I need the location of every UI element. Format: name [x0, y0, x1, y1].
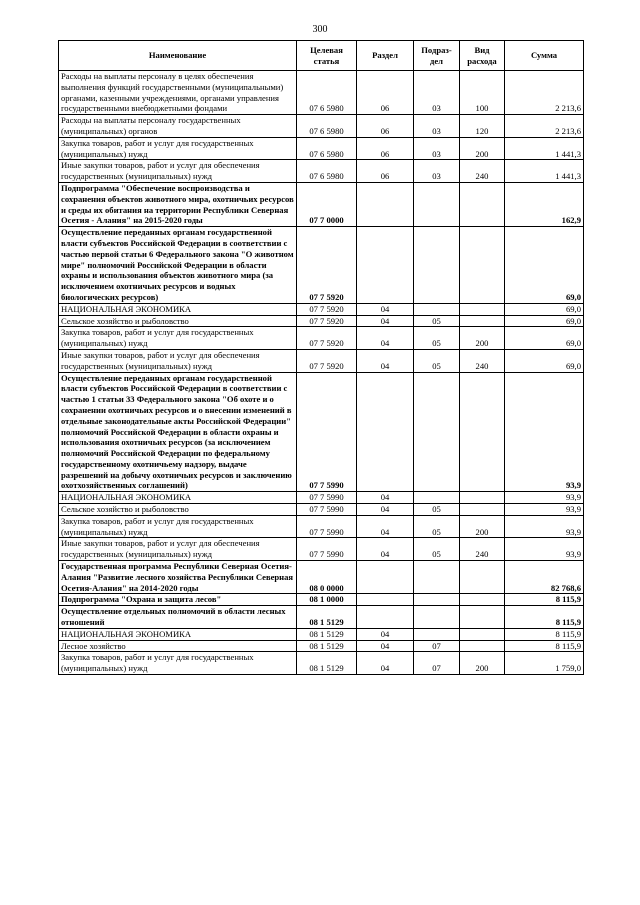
cell-sum: 69,0: [505, 327, 584, 350]
table-row: [59, 327, 584, 350]
cell-subsection: [414, 182, 460, 226]
cell-expense: [460, 303, 505, 315]
table-row: [59, 227, 584, 304]
cell-target: 07 6 5980: [297, 71, 357, 115]
cell-subsection: 07: [414, 652, 460, 675]
cell-section: [357, 227, 414, 304]
cell-target: 07 7 5990: [297, 515, 357, 538]
cell-expense: [460, 372, 505, 492]
table-row: [59, 538, 584, 561]
cell-expense: [460, 315, 505, 327]
cell-section: 04: [357, 652, 414, 675]
table-row: [59, 182, 584, 226]
cell-section: 04: [357, 303, 414, 315]
cell-subsection: 05: [414, 327, 460, 350]
cell-expense: [460, 182, 505, 226]
cell-sum: 8 115,9: [505, 640, 584, 652]
cell-section: 06: [357, 71, 414, 115]
cell-section: 04: [357, 515, 414, 538]
cell-name: Закупка товаров, работ и услуг для государственных (муниципальных) нужд: [59, 327, 297, 350]
cell-sum: 8 115,9: [505, 628, 584, 640]
cell-name: Подпрограмма "Обеспечение воспроизводства и сохранения объектов животного мира, охотничьих ресурсов и среды их обитания на территории Республики Северная Осетия - Алания" на 2015-2020 годы: [59, 182, 297, 226]
cell-sum: 93,9: [505, 372, 584, 492]
header-section: Раздел: [357, 41, 414, 71]
cell-subsection: 03: [414, 160, 460, 183]
cell-sum: 1 441,3: [505, 160, 584, 183]
table-row: [59, 372, 584, 492]
table-row: [59, 504, 584, 516]
cell-subsection: 03: [414, 71, 460, 115]
cell-subsection: 03: [414, 137, 460, 160]
cell-sum: 1 441,3: [505, 137, 584, 160]
cell-name: Расходы на выплаты персоналу государственных (муниципальных) органов: [59, 115, 297, 138]
cell-section: [357, 606, 414, 629]
cell-sum: 93,9: [505, 538, 584, 561]
cell-subsection: 05: [414, 315, 460, 327]
table-row: [59, 628, 584, 640]
table-row: [59, 561, 584, 594]
cell-sum: 93,9: [505, 492, 584, 504]
cell-section: 04: [357, 492, 414, 504]
page-number: 300: [312, 24, 328, 35]
cell-expense: [460, 628, 505, 640]
table-row: [59, 606, 584, 629]
table-row: [59, 303, 584, 315]
cell-sum: 69,0: [505, 315, 584, 327]
cell-sum: 93,9: [505, 504, 584, 516]
cell-name: НАЦИОНАЛЬНАЯ ЭКОНОМИКА: [59, 628, 297, 640]
cell-target: 07 7 5920: [297, 327, 357, 350]
cell-name: Лесное хозяйство: [59, 640, 297, 652]
cell-subsection: [414, 594, 460, 606]
header-name: Наименование: [59, 41, 297, 71]
cell-expense: [460, 561, 505, 594]
cell-expense: 200: [460, 137, 505, 160]
table-row: [59, 652, 584, 675]
cell-target: 08 1 5129: [297, 606, 357, 629]
cell-name: Осуществление переданных органам государственной власти субъектов Российской Федерации в соответствии с частью первой статьи 6 Федерального закона "О животном мире" полномочий Российской Федерации в области охраны и использования объектов животного мира (за исключением охотничьих ресурсов и водных биологических ресурсов): [59, 227, 297, 304]
cell-sum: 93,9: [505, 515, 584, 538]
cell-subsection: [414, 227, 460, 304]
cell-target: 07 6 5980: [297, 137, 357, 160]
cell-section: [357, 182, 414, 226]
cell-name: НАЦИОНАЛЬНАЯ ЭКОНОМИКА: [59, 303, 297, 315]
cell-sum: 69,0: [505, 303, 584, 315]
cell-sum: 2 213,6: [505, 71, 584, 115]
header-target: Целевая статья: [297, 41, 357, 71]
cell-sum: 82 768,6: [505, 561, 584, 594]
cell-section: [357, 372, 414, 492]
cell-target: 07 7 0000: [297, 182, 357, 226]
budget-table: [58, 40, 584, 675]
cell-name: Осуществление отдельных полномочий в области лесных отношений: [59, 606, 297, 629]
cell-target: 07 7 5920: [297, 227, 357, 304]
cell-section: [357, 561, 414, 594]
cell-section: 04: [357, 327, 414, 350]
table-row: [59, 71, 584, 115]
cell-name: Осуществление переданных органам государственной власти субъектов Российской Федерации в соответствии с частью 1 статьи 33 Федерального закона "Об охоте и о сохранении охотничьих ресурсов и о внесении изменений в отдельные законодательные акты Российской Федерации" полномочий Российской Федерации в области охраны и использования охотничьих ресурсов (за исключением полномочий Российской Федерации по федеральному государственному охотничьему надзору, выдаче разрешений на добычу охотничьих ресурсов и заключению охотхозяйственных соглашений): [59, 372, 297, 492]
cell-section: [357, 594, 414, 606]
cell-sum: 69,0: [505, 349, 584, 372]
header-sum: Сумма: [505, 41, 584, 71]
table-row: [59, 640, 584, 652]
cell-expense: 200: [460, 652, 505, 675]
cell-name: Иные закупки товаров, работ и услуг для обеспечения государственных (муниципальных) нужд: [59, 160, 297, 183]
table-row: [59, 492, 584, 504]
cell-sum: 69,0: [505, 227, 584, 304]
cell-sum: 8 115,9: [505, 606, 584, 629]
cell-expense: [460, 492, 505, 504]
cell-target: 07 7 5990: [297, 538, 357, 561]
table-row: [59, 515, 584, 538]
cell-target: 08 0 0000: [297, 561, 357, 594]
cell-expense: 200: [460, 327, 505, 350]
cell-target: 07 6 5980: [297, 115, 357, 138]
cell-expense: 240: [460, 538, 505, 561]
cell-target: 07 7 5990: [297, 504, 357, 516]
table-row: [59, 315, 584, 327]
cell-subsection: 05: [414, 538, 460, 561]
cell-expense: [460, 606, 505, 629]
cell-subsection: [414, 492, 460, 504]
cell-target: 08 1 5129: [297, 628, 357, 640]
cell-expense: [460, 504, 505, 516]
cell-section: 04: [357, 504, 414, 516]
cell-target: 08 1 5129: [297, 640, 357, 652]
cell-subsection: [414, 372, 460, 492]
cell-expense: [460, 640, 505, 652]
cell-subsection: [414, 303, 460, 315]
cell-name: Закупка товаров, работ и услуг для государственных (муниципальных) нужд: [59, 652, 297, 675]
cell-subsection: 05: [414, 515, 460, 538]
cell-subsection: [414, 606, 460, 629]
table-row: [59, 160, 584, 183]
cell-expense: [460, 594, 505, 606]
cell-section: 04: [357, 538, 414, 561]
cell-section: 04: [357, 628, 414, 640]
cell-subsection: 05: [414, 349, 460, 372]
cell-target: 07 7 5990: [297, 372, 357, 492]
cell-section: 06: [357, 160, 414, 183]
cell-sum: 1 759,0: [505, 652, 584, 675]
cell-name: Иные закупки товаров, работ и услуг для обеспечения государственных (муниципальных) нужд: [59, 538, 297, 561]
cell-target: 07 7 5920: [297, 349, 357, 372]
cell-name: Иные закупки товаров, работ и услуг для обеспечения государственных (муниципальных) нужд: [59, 349, 297, 372]
cell-name: Подпрограмма "Охрана и защита лесов": [59, 594, 297, 606]
table-header-row: [59, 41, 584, 71]
cell-expense: [460, 227, 505, 304]
cell-subsection: [414, 561, 460, 594]
table-body: [59, 71, 584, 675]
cell-name: Расходы на выплаты персоналу в целях обеспечения выполнения функций государственными (муниципальными) органами, казенными учреждениями, органами управления государственными внебюджетными фондами: [59, 71, 297, 115]
header-subsection: Подраз-дел: [414, 41, 460, 71]
header-expense: Вид расхода: [460, 41, 505, 71]
cell-sum: 8 115,9: [505, 594, 584, 606]
cell-target: 08 1 5129: [297, 652, 357, 675]
cell-section: 04: [357, 640, 414, 652]
cell-target: 07 6 5980: [297, 160, 357, 183]
cell-expense: 240: [460, 349, 505, 372]
cell-section: 04: [357, 315, 414, 327]
table-row: [59, 594, 584, 606]
cell-target: 07 7 5920: [297, 303, 357, 315]
table-row: [59, 115, 584, 138]
cell-name: Государственная программа Республики Северная Осетия-Алания "Развитие лесного хозяйства Республики Северная Осетия-Алания" на 2014-2020 годы: [59, 561, 297, 594]
cell-sum: 162,9: [505, 182, 584, 226]
cell-name: Сельское хозяйство и рыболовство: [59, 315, 297, 327]
cell-section: 06: [357, 115, 414, 138]
cell-target: 07 7 5920: [297, 315, 357, 327]
cell-name: НАЦИОНАЛЬНАЯ ЭКОНОМИКА: [59, 492, 297, 504]
cell-expense: 100: [460, 71, 505, 115]
cell-expense: 200: [460, 515, 505, 538]
cell-section: 06: [357, 137, 414, 160]
cell-subsection: [414, 628, 460, 640]
cell-target: 07 7 5990: [297, 492, 357, 504]
cell-subsection: 03: [414, 115, 460, 138]
cell-name: Сельское хозяйство и рыболовство: [59, 504, 297, 516]
cell-subsection: 05: [414, 504, 460, 516]
cell-target: 08 1 0000: [297, 594, 357, 606]
cell-name: Закупка товаров, работ и услуг для государственных (муниципальных) нужд: [59, 137, 297, 160]
table-row: [59, 349, 584, 372]
cell-subsection: 07: [414, 640, 460, 652]
cell-sum: 2 213,6: [505, 115, 584, 138]
table-row: [59, 137, 584, 160]
cell-section: 04: [357, 349, 414, 372]
cell-name: Закупка товаров, работ и услуг для государственных (муниципальных) нужд: [59, 515, 297, 538]
cell-expense: 240: [460, 160, 505, 183]
cell-expense: 120: [460, 115, 505, 138]
